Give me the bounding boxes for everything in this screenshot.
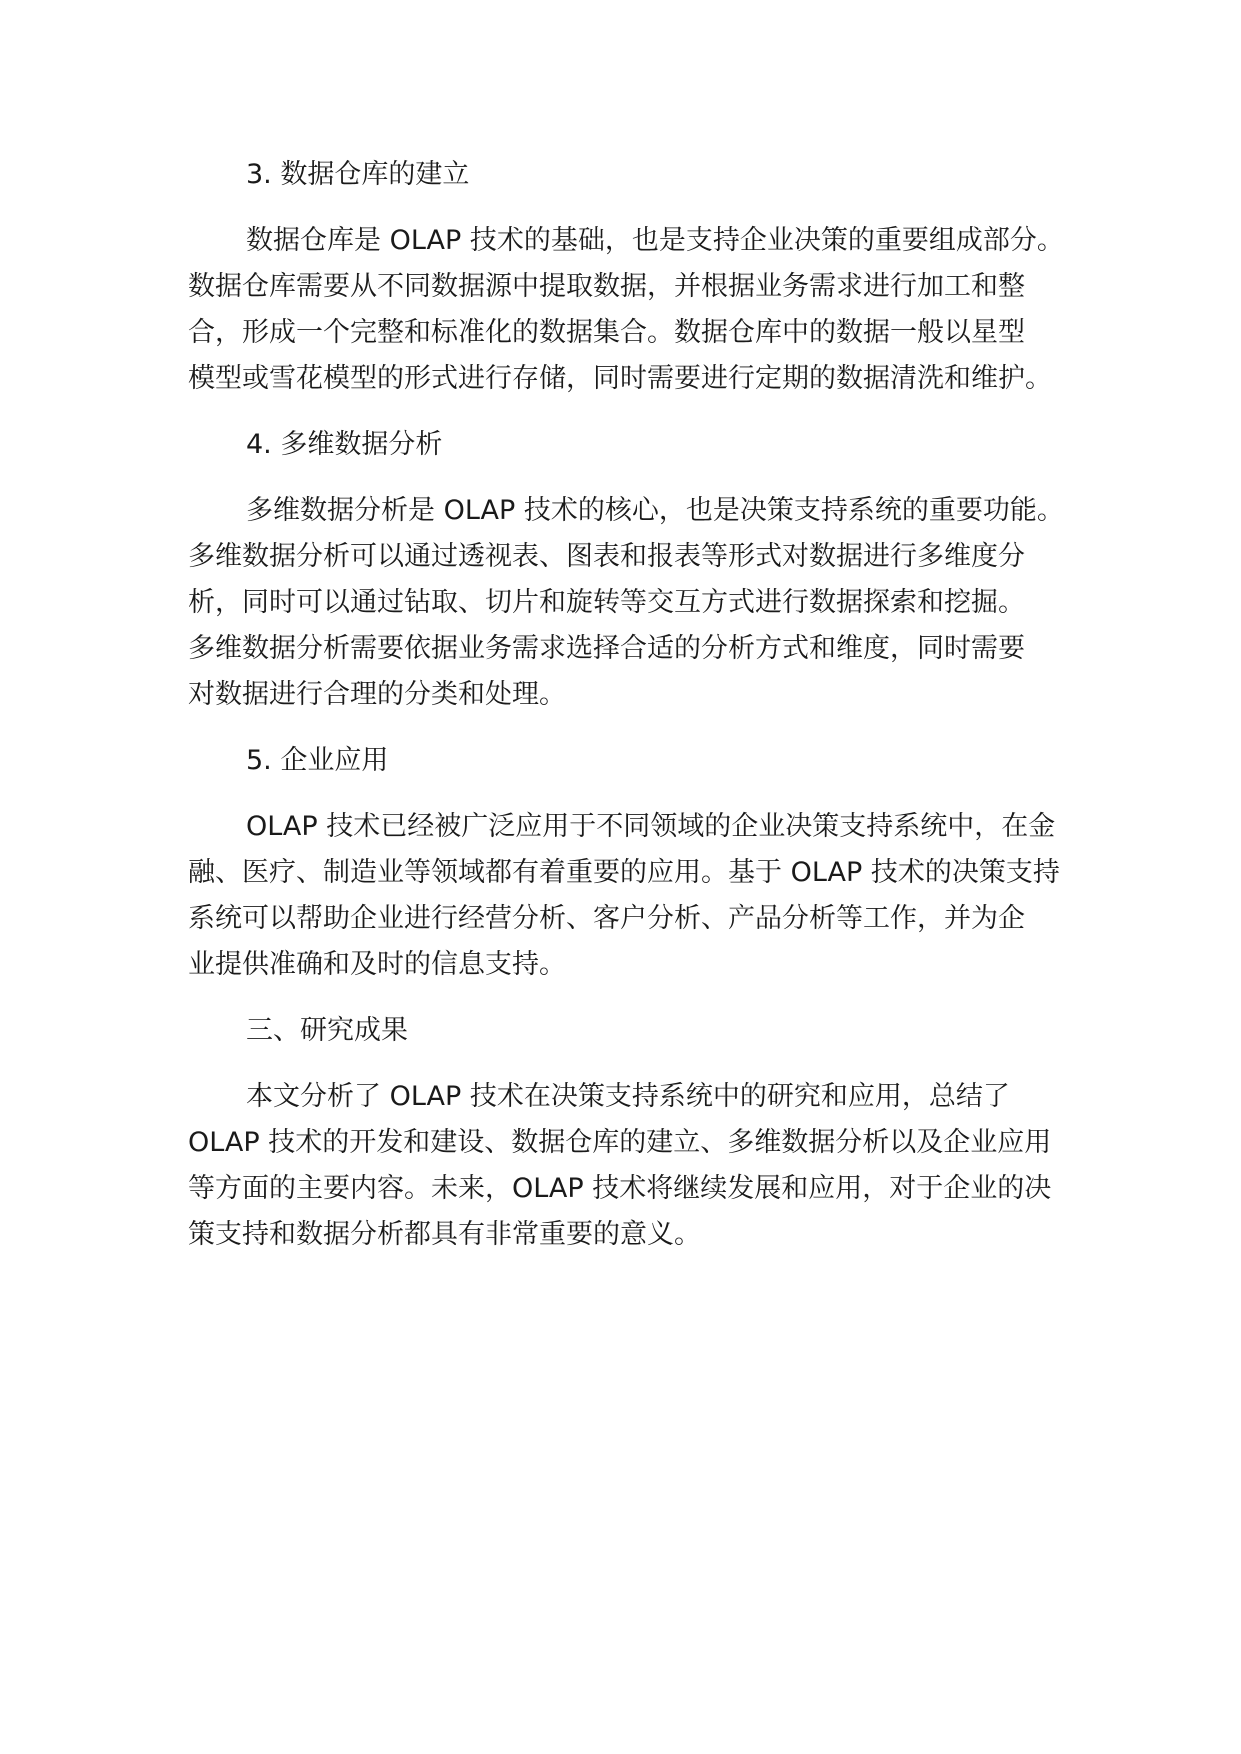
paragraph-line: 系统可以帮助企业进行经营分析、客户分析、产品分析等工作，并为企	[188, 903, 1025, 934]
paragraph-line: 策支持和数据分析都具有非常重要的意义。	[188, 1219, 701, 1250]
section-heading-enterprise-application: 5. 企业应用	[246, 745, 389, 776]
paragraph-line: 多维数据分析需要依据业务需求选择合适的分析方式和维度，同时需要	[188, 633, 1025, 664]
paragraph-line: 多维数据分析可以通过透视表、图表和报表等形式对数据进行多维度分	[188, 541, 1025, 572]
paragraph-line: 多维数据分析是 OLAP 技术的核心，也是决策支持系统的重要功能。	[246, 495, 1064, 526]
paragraph-line: 数据仓库是 OLAP 技术的基础，也是支持企业决策的重要组成部分。	[246, 225, 1064, 256]
paragraph-line: 业提供准确和及时的信息支持。	[188, 949, 566, 980]
paragraph-line: 融、医疗、制造业等领域都有着重要的应用。基于 OLAP 技术的决策支持	[188, 857, 1060, 888]
section-heading-research-results: 三、研究成果	[246, 1015, 408, 1046]
paragraph-line: 模型或雪花模型的形式进行存储，同时需要进行定期的数据清洗和维护。	[188, 363, 1052, 394]
section-heading-data-warehouse: 3. 数据仓库的建立	[246, 159, 470, 190]
paragraph-line: 析，同时可以通过钻取、切片和旋转等交互方式进行数据探索和挖掘。	[188, 587, 1025, 618]
paragraph-line: 本文分析了 OLAP 技术在决策支持系统中的研究和应用，总结了	[246, 1081, 1010, 1112]
paragraph-line: OLAP 技术已经被广泛应用于不同领域的企业决策支持系统中，在金	[246, 811, 1056, 842]
paragraph-line: 对数据进行合理的分类和处理。	[188, 679, 566, 710]
paragraph-line: 数据仓库需要从不同数据源中提取数据，并根据业务需求进行加工和整	[188, 271, 1025, 302]
section-heading-multidimensional-analysis: 4. 多维数据分析	[246, 429, 443, 460]
paragraph-line: 合，形成一个完整和标准化的数据集合。数据仓库中的数据一般以星型	[188, 317, 1025, 348]
paragraph-line: 等方面的主要内容。未来，OLAP 技术将继续发展和应用，对于企业的决	[188, 1173, 1052, 1204]
paragraph-line: OLAP 技术的开发和建设、数据仓库的建立、多维数据分析以及企业应用	[188, 1127, 1052, 1158]
